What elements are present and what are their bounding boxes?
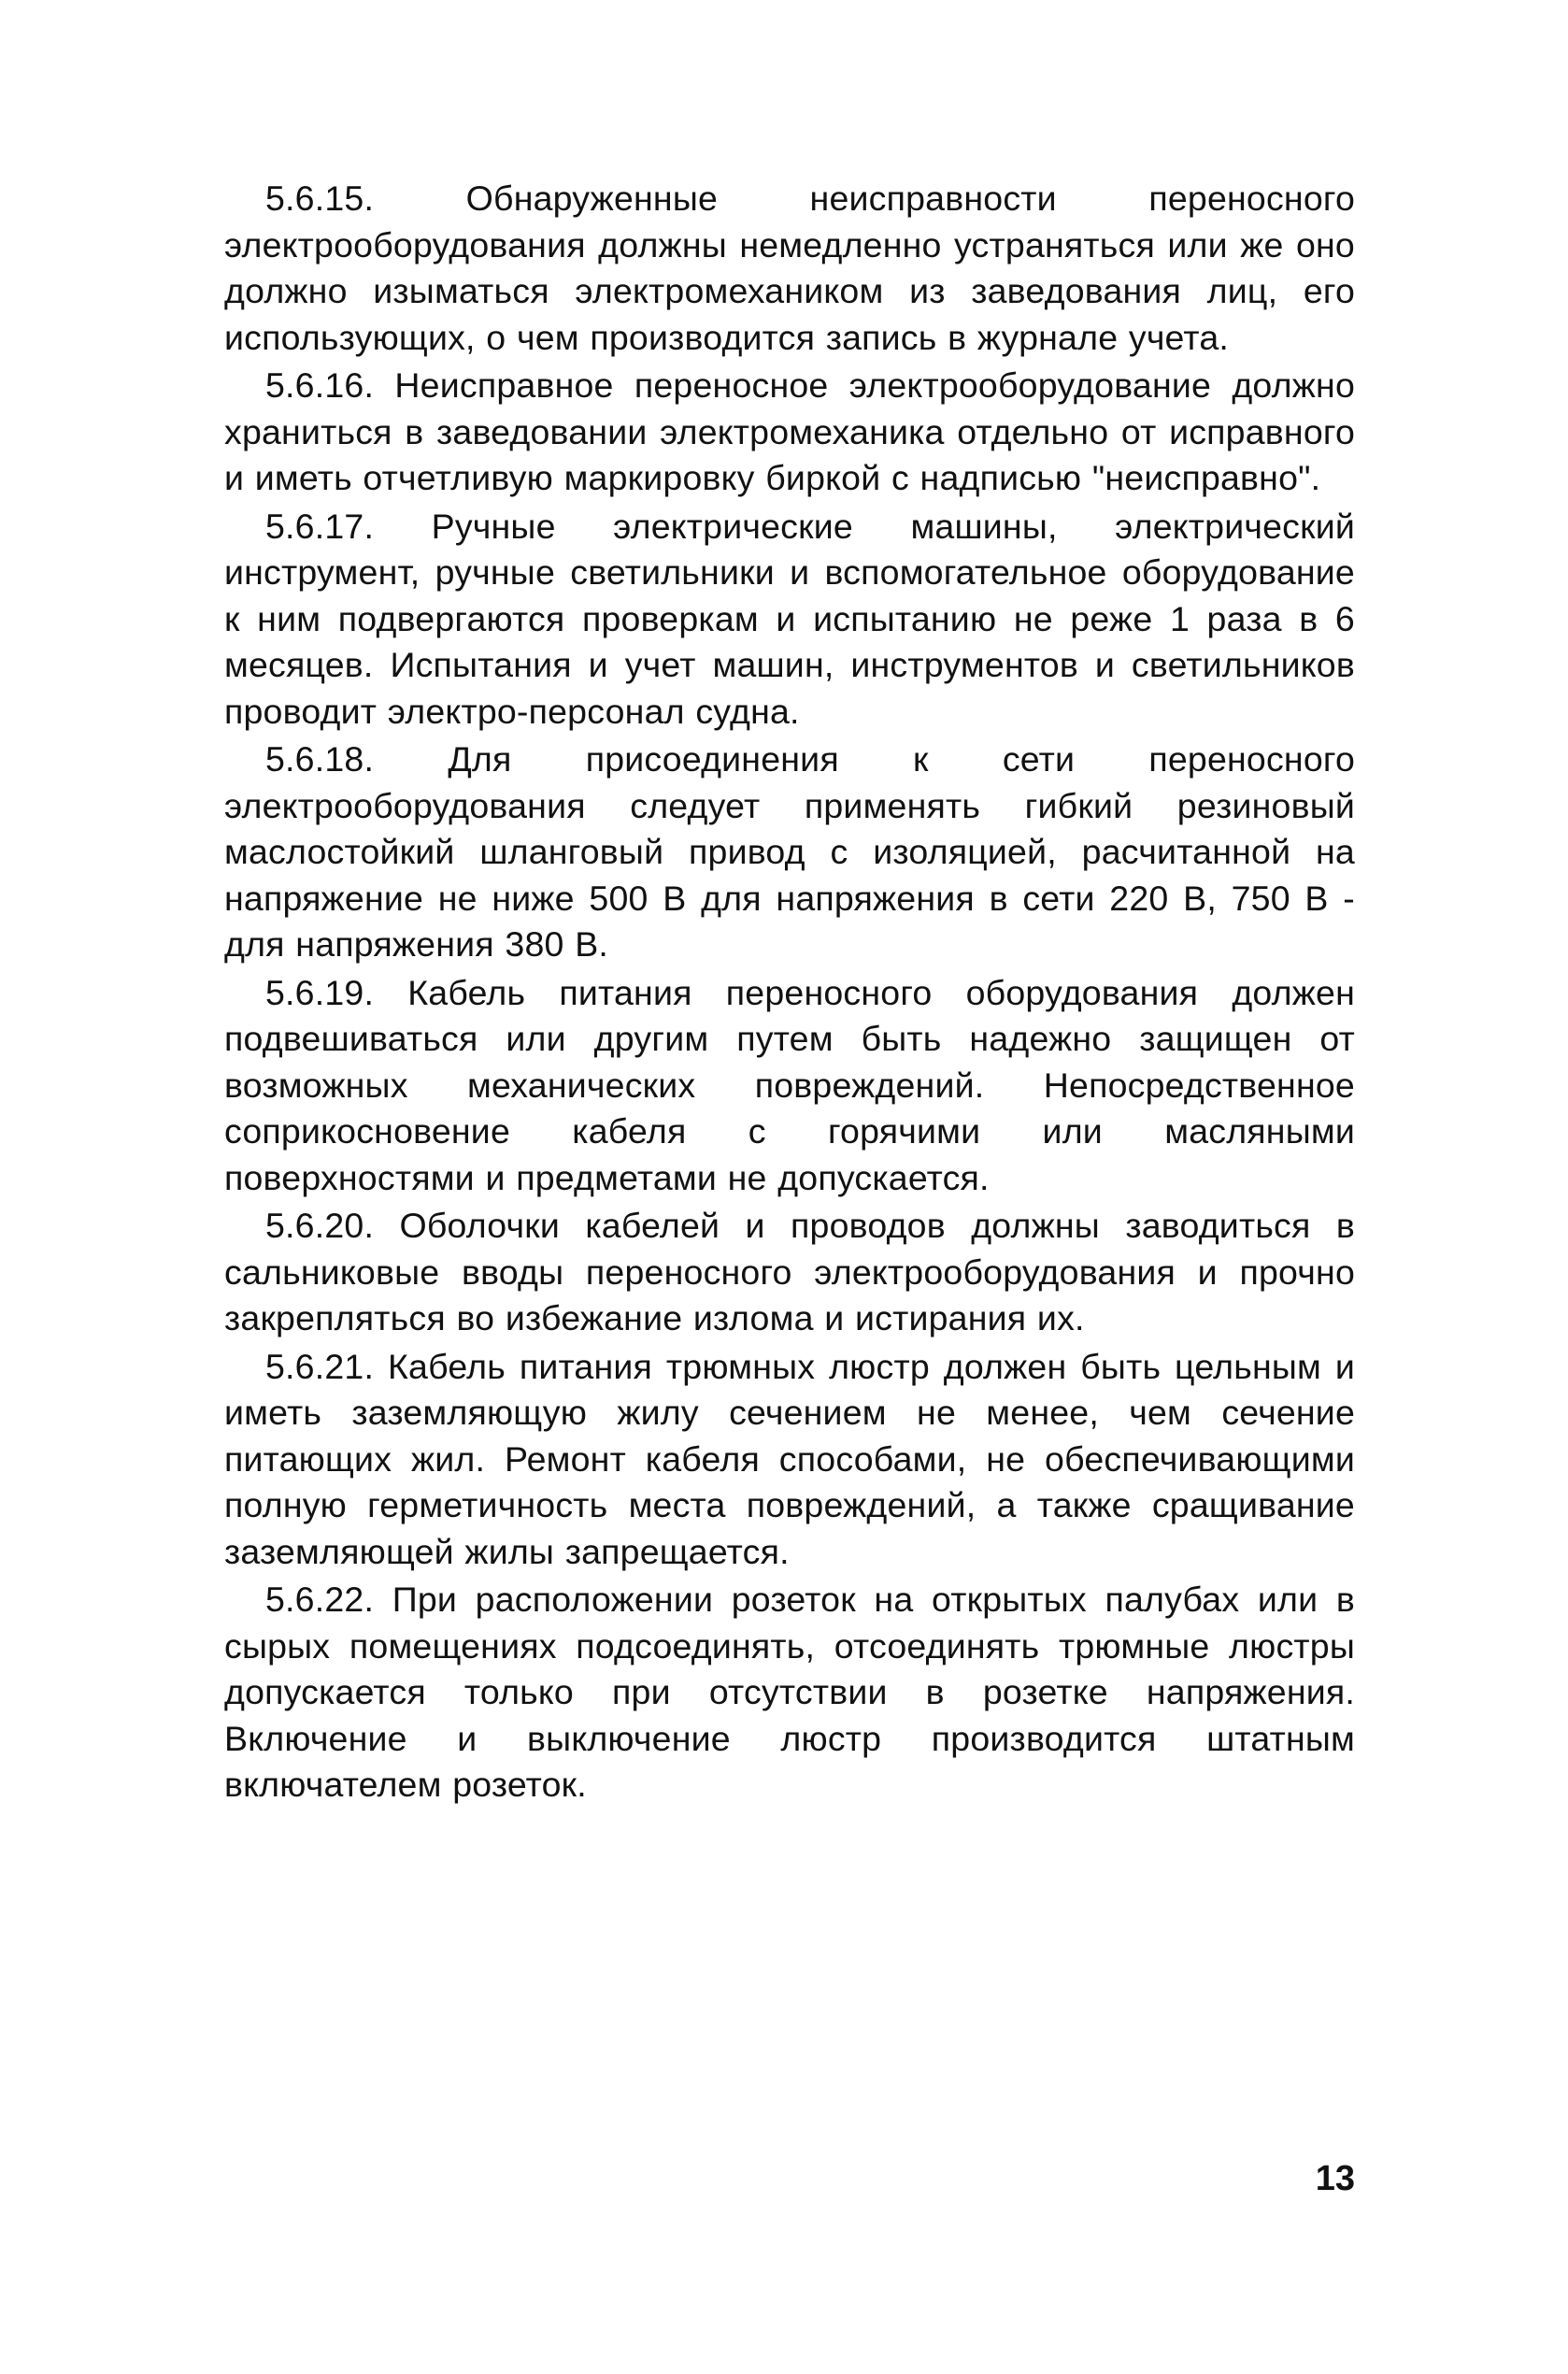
paragraph-5-6-22: [224, 1577, 1355, 1809]
paragraph-text: Неисправное переносное электрооборудование должно храниться в заведовании электромеханика отдельно от исправного и иметь отчетливую маркировку биркой с надписью "неисправно".: [224, 365, 1355, 497]
paragraph-5-6-18: [224, 737, 1355, 968]
section-number: 5.6.17.: [265, 506, 375, 546]
paragraph-5-6-15: [224, 176, 1355, 361]
paragraph-text: Оболочки кабелей и проводов должны заводиться в сальниковые вводы переносного электрооборудования и прочно закрепляться во избежание излома и истирания их.: [224, 1206, 1355, 1337]
paragraph-text: Кабель питания трюмных люстр должен быть цельным и иметь заземляющую жилу сечением не менее, чем сечение питающих жил. Ремонт кабеля способами, не обеспечивающими полную герметичность места повреждений, а также сращивание заземляющей жилы запрещается.: [224, 1346, 1356, 1571]
paragraph-text: Для присоединения к сети переносного электрооборудования следует применять гибкий резиновый маслостойкий шланговый привод с изоляцией, расчитанной на напряжение не ниже 500 В для напряжения в сети 220 В, 750 В - для напряжения 380 В.: [224, 739, 1355, 964]
section-number: 5.6.21.: [265, 1346, 375, 1386]
section-number: 5.6.16.: [265, 365, 375, 405]
section-number: 5.6.19.: [265, 972, 375, 1012]
paragraph-5-6-20: [224, 1203, 1355, 1342]
page-number: 13: [1315, 2159, 1355, 2198]
paragraph-text: Обнаруженные неисправности переносного электрооборудования должны немедленно устраняться или же оно должно изыматься электромехаником из заведования лиц, его использующих, о чем производится запись в журнале учета.: [224, 179, 1355, 357]
section-number: 5.6.18.: [265, 739, 375, 779]
paragraph-text: Ручные электрические машины, электрический инструмент, ручные светильники и вспомогательное оборудование к ним подвергаются проверкам и испытанию не реже 1 раза в 6 месяцев. Испытания и учет машин, инструментов и светильников проводит электро-персонал судна.: [224, 506, 1355, 731]
paragraph-5-6-21: [224, 1344, 1355, 1576]
paragraph-5-6-17: [224, 504, 1355, 736]
section-number: 5.6.20.: [265, 1206, 375, 1245]
section-number: 5.6.22.: [265, 1580, 375, 1619]
paragraph-5-6-16: [224, 363, 1355, 502]
document-page: [224, 176, 1355, 2353]
paragraph-text: При расположении розеток на открытых палубах или в сырых помещениях подсоединять, отсоединять трюмные люстры допускается только при отсутствии в розетке напряжения. Включение и выключение люстр производится штатным включателем розеток.: [224, 1580, 1355, 1804]
paragraph-text: Кабель питания переносного оборудования должен подвешиваться или другим путем быть надежно защищен от возможных механических повреждений. Непосредственное соприкосновение кабеля с горячими или масляными поверхностями и предметами не допускается.: [224, 972, 1355, 1197]
section-number: 5.6.15.: [265, 179, 375, 218]
paragraph-5-6-19: [224, 970, 1355, 1202]
